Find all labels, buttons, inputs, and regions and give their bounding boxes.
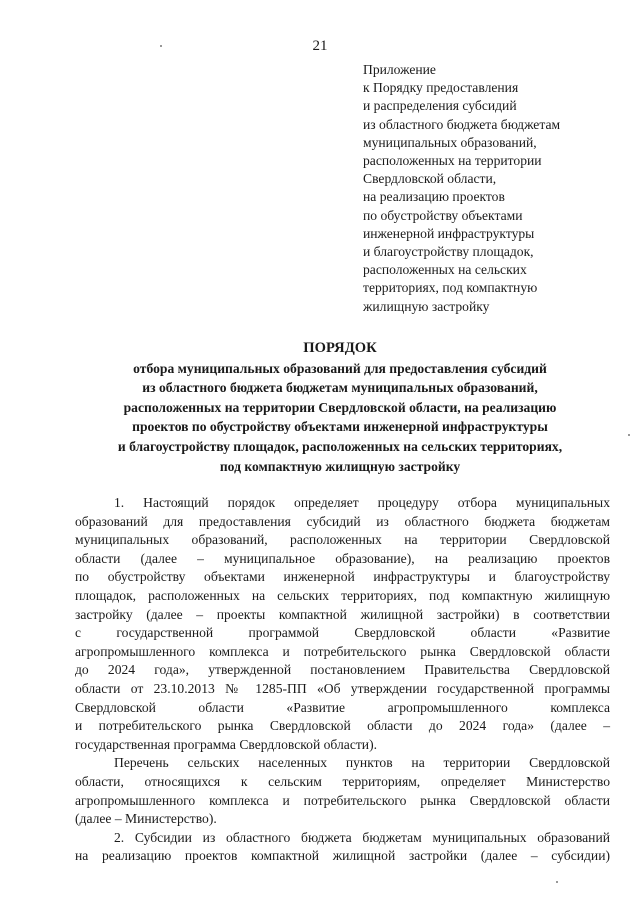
heading-line: проектов по обустройству объектами инженерной инфраструктуры (132, 419, 548, 435)
appendix-line: территориях, под компактную (363, 280, 538, 296)
appendix-line: расположенных на территории (363, 153, 542, 169)
appendix-line: и распределения субсидий (363, 98, 517, 114)
paragraph-1-line: области от 23.10.2013 № 1285-ПП «Об утверждении государственной программы (75, 680, 610, 696)
appendix-line: Приложение (363, 62, 436, 77)
appendix-line: расположенных на сельских (363, 262, 527, 278)
scan-speck (556, 881, 558, 883)
paragraph-1-line: муниципальных образований, расположенных на территории Свердловской (75, 532, 610, 548)
appendix-line: муниципальных образований, (363, 134, 537, 150)
body-text (75, 494, 610, 866)
paragraph-2-line: области, относящихся к сельским территориям, определяет Министерство (75, 773, 610, 789)
appendix-line: инженерной инфраструктуры (363, 225, 535, 241)
heading-line: и благоустройству площадок, расположенных на сельских территориях, (117, 438, 563, 454)
appendix-line: к Порядку предоставления (363, 80, 519, 96)
appendix-line: на реализацию проектов (363, 189, 505, 205)
paragraph-2-line: (далее – Министерство). (75, 811, 217, 827)
paragraph-3-line: 2. Субсидии из областного бюджета бюджетам муниципальных образований (114, 829, 610, 845)
paragraph-1-line: образований для предоставления субсидий из областного бюджета бюджетам (75, 513, 610, 529)
paragraph-1-line: с государственной программой Свердловской области «Развитие (75, 625, 610, 641)
scan-speck (628, 434, 630, 436)
appendix-line: и благоустройству площадок, (363, 244, 534, 260)
paragraph-1-line: Свердловской области «Развитие агропромышленного комплекса (75, 699, 610, 715)
paragraph-1-line: по обустройству объектами инженерной инфраструктуры и благоустройству (75, 569, 610, 585)
paragraph-1-line: государственная программа Свердловской области). (75, 736, 377, 752)
document-heading (70, 339, 610, 476)
paragraph-1-line: застройку (далее – проекты компактной жилищной застройки) в соответствии (75, 606, 610, 622)
paragraph-1-line: до 2024 года», утвержденной постановлением Правительства Свердловской (75, 662, 610, 678)
paragraph-1-line: области (далее – муниципальное образование), на реализацию проектов (75, 550, 610, 566)
page-number: 21 (312, 38, 328, 54)
heading-line: расположенных на территории Свердловской области, на реализацию (123, 399, 557, 415)
paragraph-2-line: агропромышленного комплекса и потребительского рынка Свердловской области (75, 792, 610, 808)
scan-speck (160, 45, 162, 47)
document-title: ПОРЯДОК (303, 340, 377, 356)
appendix-line: по обустройству объектами (363, 207, 523, 223)
heading-line: под компактную жилищную застройку (219, 458, 461, 474)
paragraph-1-line: и потребительского рынка Свердловской области до 2024 года» (далее – (75, 718, 610, 734)
paragraph-2-line: Перечень сельских населенных пунктов на территории Свердловской (114, 755, 610, 771)
appendix-line: Свердловской области, (363, 171, 497, 187)
heading-line: отбора муниципальных образований для предоставления субсидий (133, 360, 547, 376)
appendix-line: жилищную застройку (363, 298, 490, 314)
heading-line: из областного бюджета бюджетам муниципальных образований, (142, 380, 538, 396)
appendix-line: из областного бюджета бюджетам (363, 116, 561, 132)
appendix-block (363, 61, 625, 316)
paragraph-1-line: площадок, расположенных на сельских территориях, под компактную жилищную (75, 587, 610, 603)
paragraph-1-line: 1. Настоящий порядок определяет процедуру отбора муниципальных (114, 495, 610, 510)
paragraph-3-line: на реализацию проектов компактной жилищной застройки (далее – субсидии) (75, 848, 610, 864)
paragraph-1-line: агропромышленного комплекса и потребительского рынка Свердловской области (75, 643, 610, 659)
